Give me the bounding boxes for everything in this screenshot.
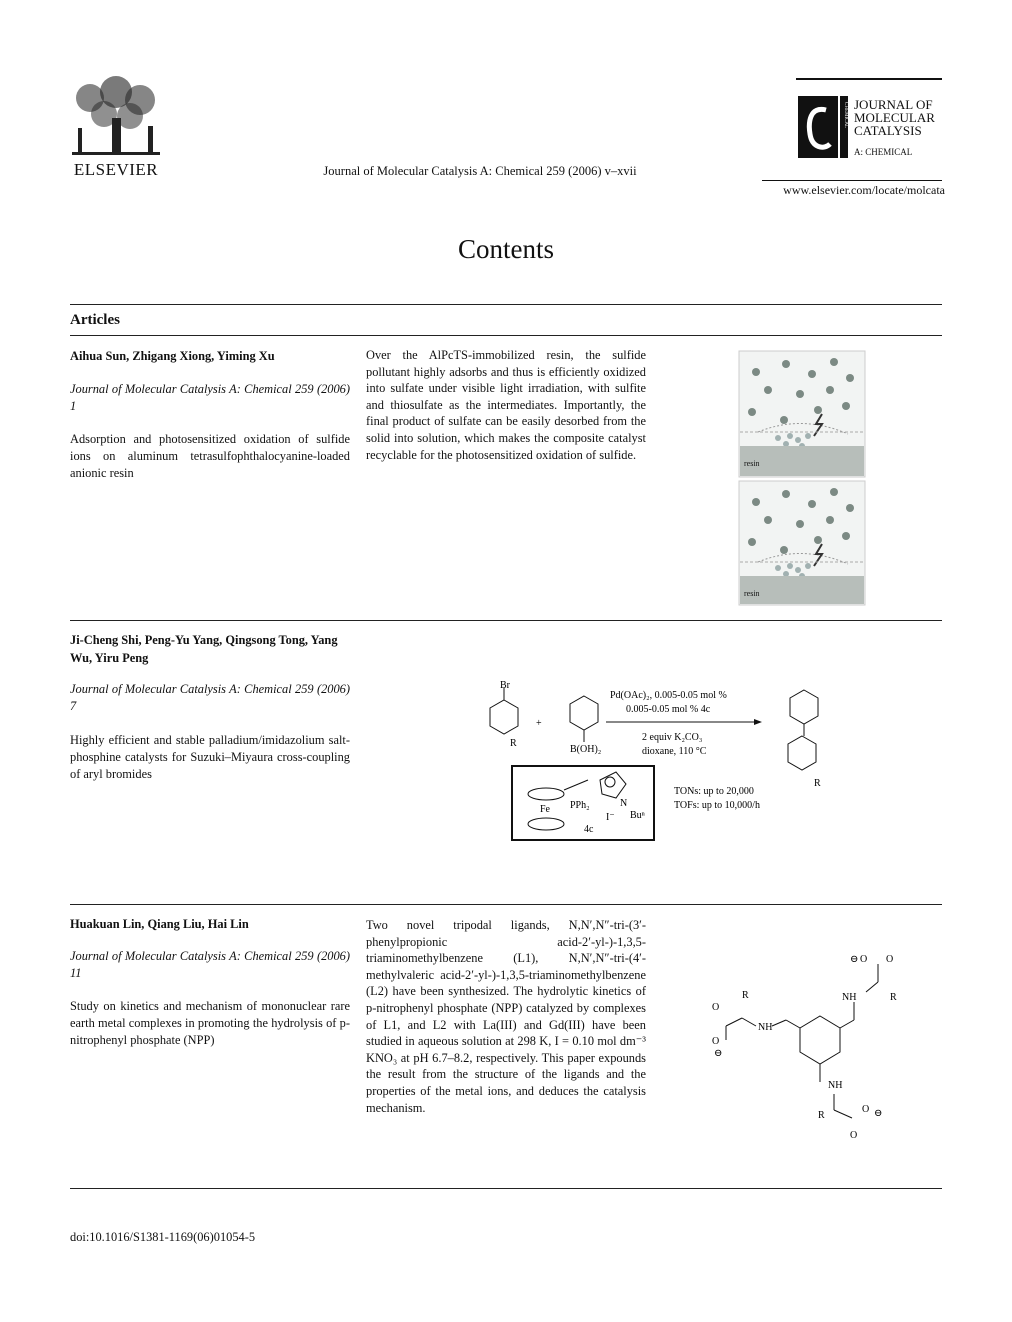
article-3-citation[interactable]: Journal of Molecular Catalysis A: Chemical 259 (2006) 11 bbox=[70, 949, 350, 980]
bromo-label: Br bbox=[500, 680, 510, 691]
r-right: R bbox=[890, 992, 897, 1003]
article-2-reaction-scheme bbox=[476, 676, 821, 848]
doi[interactable]: doi:10.1016/S1381-1169(06)01054-5 bbox=[70, 1230, 256, 1244]
article-1-abstract: Over the AlPcTS-immobilized resin, the sulfide pollutant highly adsorbs and thus is efficiently oxidized into sulfate under visible light irradiation, with sulfite and thiosulfate as the intermediates. Importantly, the final product of sulfate can be easily desorbed from the solid into solution, which makes the composite catalyst recyclable for the photosensitized oxidation of sulfide. bbox=[366, 348, 646, 462]
article-2-citation[interactable]: Journal of Molecular Catalysis A: Chemical 259 (2006) 7 bbox=[70, 682, 350, 713]
tof-label: TOFs: up to 10,000/h bbox=[674, 800, 760, 811]
minus-left: ⊖ bbox=[714, 1048, 723, 1059]
nh-bottom: NH bbox=[828, 1080, 843, 1091]
nh-left: NH bbox=[758, 1022, 773, 1033]
boronic-acid-label: B(OH)₂ bbox=[570, 744, 602, 755]
r-label-product: R bbox=[814, 778, 821, 789]
section-heading: Articles bbox=[70, 312, 120, 328]
o-left-bottom: O bbox=[712, 1036, 720, 1047]
article-3-abstract: Two novel tripodal ligands, N,N′,N″-tri-(3′-phenylpropionic acid-2′-yl-)-1,3,5-triaminomethylbenzene (L1), N,N′,N″-tri-(4′-methylvaleric acid-2′-yl-)-1,3,5-triaminomethylbenzene (L2) have been synthesized. The hydrolytic kinetics of p-nitrophenyl phosphate (NPP) catalyzed by complexes of L1, and L2 with La(III) and Gd(III) have been studied in aqueous solution at 298 K, I = 0.10 mol dm⁻³ KNO₃ at pH 6.7–8.2, respectively. This paper expounds the result from the structure of the ligands and the properties of the metal ions, and deduces the catalysis mechanism. bbox=[366, 918, 646, 1115]
iodide-label: I⁻ bbox=[606, 812, 615, 823]
article-1-graphical-abstract bbox=[738, 350, 866, 606]
journal-logo-line1: JOURNAL OF bbox=[854, 97, 933, 112]
divider bbox=[70, 304, 942, 305]
plus-sign: + bbox=[536, 718, 542, 729]
phosphine-label: PPh₂ bbox=[570, 800, 590, 811]
journal-logo-line4: A: CHEMICAL bbox=[854, 147, 913, 157]
o-bottom-2: O bbox=[850, 1130, 858, 1141]
article-3-title[interactable]: Study on kinetics and mechanism of mononuclear rare earth metal complexes in promoting the hydrolysis of p-nitrophenyl phosphate (NPP) bbox=[70, 999, 350, 1047]
nh-right: NH bbox=[842, 992, 857, 1003]
divider bbox=[70, 335, 942, 336]
article-1-title[interactable]: Adsorption and photosensitized oxidation of sulfide ions on aluminum tetrasulfophthalocyanine-loaded anionic resin bbox=[70, 432, 350, 480]
resin-panel-top bbox=[739, 351, 865, 477]
r-label-reactant: R bbox=[510, 738, 517, 749]
reagent-line-3: 2 equiv K₂CO₃ bbox=[642, 732, 703, 743]
minus-bottom: ⊖ bbox=[874, 1108, 883, 1119]
journal-logo-line3: CATALYSIS bbox=[854, 123, 922, 138]
journal-logo-bottom-rule bbox=[762, 180, 942, 181]
r-bottom: R bbox=[818, 1110, 825, 1121]
page-title: Contents bbox=[457, 234, 554, 264]
article-1-authors: Aihua Sun, Zhigang Xiong, Yiming Xu bbox=[70, 349, 275, 363]
article-2-title[interactable]: Highly efficient and stable palladium/imidazolium salt-phosphine catalysts for Suzuki–Miyaura cross-coupling of aryl bromides bbox=[70, 733, 350, 781]
iron-label: Fe bbox=[540, 804, 550, 815]
o-right-2: O bbox=[886, 954, 894, 965]
divider bbox=[70, 1188, 942, 1189]
reagent-line-4: dioxane, 110 °C bbox=[642, 746, 707, 757]
journal-citation-line: Journal of Molecular Catalysis A: Chemical 259 (2006) v–xvii bbox=[323, 164, 637, 178]
journal-logo-line2: MOLECULAR bbox=[854, 110, 935, 125]
publisher-name: ELSEVIER bbox=[73, 160, 159, 179]
minus-right: ⊖ bbox=[850, 954, 859, 965]
ton-label: TONs: up to 20,000 bbox=[674, 786, 754, 797]
reagent-line-1: Pd(OAc)₂, 0.005-0.05 mol % bbox=[610, 690, 727, 701]
resin-label-top: resin bbox=[744, 459, 760, 468]
butyl-label: Buⁿ bbox=[630, 810, 645, 821]
journal-logo-side-text: CHEMICAL bbox=[843, 102, 848, 129]
divider bbox=[70, 620, 942, 621]
o-right-1: O bbox=[860, 954, 868, 965]
catalyst-label: 4c bbox=[584, 824, 594, 835]
o-left-top: O bbox=[712, 1002, 720, 1013]
resin-panel-bottom bbox=[739, 481, 865, 605]
article-1-citation[interactable]: Journal of Molecular Catalysis A: Chemical 259 (2006) 1 bbox=[70, 382, 350, 413]
article-3-ligand-structure bbox=[700, 946, 930, 1146]
reagent-line-2: 0.005-0.05 mol % 4c bbox=[626, 704, 711, 715]
resin-label-bottom: resin bbox=[744, 589, 760, 598]
nitrogen-label: N bbox=[620, 798, 628, 809]
o-bottom-1: O bbox=[862, 1104, 870, 1115]
r-left: R bbox=[742, 990, 749, 1001]
article-2-authors: Ji-Cheng Shi, Peng-Yu Yang, Qingsong Tong, Yang Wu, Yiru Peng bbox=[70, 633, 338, 665]
article-3-authors: Huakuan Lin, Qiang Liu, Hai Lin bbox=[70, 917, 249, 931]
journal-url[interactable]: www.elsevier.com/locate/molcata bbox=[783, 183, 945, 197]
journal-logo bbox=[796, 78, 946, 180]
divider bbox=[70, 904, 942, 905]
